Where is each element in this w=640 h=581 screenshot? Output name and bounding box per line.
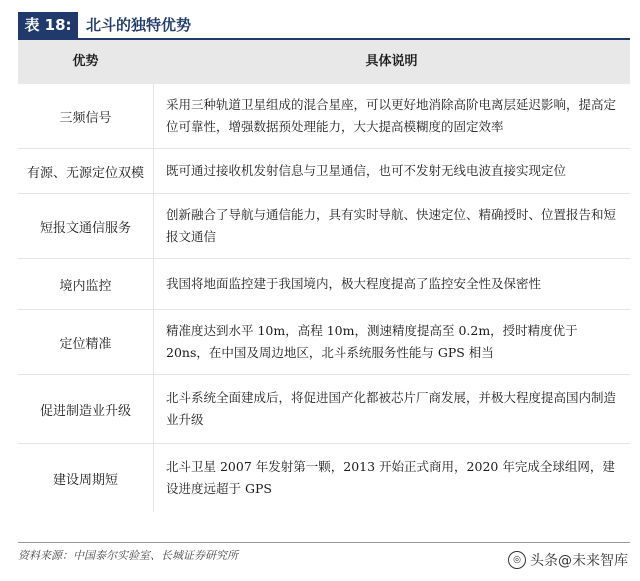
table-header-row: [18, 40, 630, 84]
header-description: 具体说明: [365, 54, 418, 69]
advantage-cell: 定位精准: [18, 310, 154, 374]
toutiao-logo-icon: ◎: [508, 551, 526, 569]
table-row: [18, 84, 630, 149]
table-title-bar: [18, 12, 630, 40]
description-cell: 北斗卫星 2007 年发射第一颗，2013 开始正式商用，2020 年完成全球组网，建设进度远超于 GPS: [166, 459, 615, 496]
table-row: [18, 149, 630, 194]
table-row: [18, 194, 630, 259]
description-cell: 北斗系统全面建成后，将促进国产化都被芯片厂商发展，并极大程度提高国内制造业升级: [166, 390, 617, 427]
header-advantage: 优势: [72, 54, 99, 69]
advantage-cell: 促进制造业升级: [18, 375, 154, 443]
watermark: [508, 550, 628, 570]
table-row: [18, 259, 630, 310]
description-cell: 我国将地面监控建于我国境内，极大程度提高了监控安全性及保密性: [166, 276, 542, 291]
table-row: [18, 375, 630, 444]
description-cell: 既可通过接收机发射信息与卫星通信，也可不发射无线电波直接实现定位: [166, 163, 567, 178]
table-title: 北斗的独特优势: [86, 16, 192, 34]
advantages-table: [18, 40, 630, 512]
advantage-cell: 短报文通信服务: [18, 194, 154, 258]
advantage-cell: 有源、无源定位双模: [18, 149, 154, 193]
advantage-cell: 建设周期短: [18, 444, 154, 512]
source-note: 资料来源：中国泰尔实验室、长城证券研究所: [18, 549, 238, 562]
watermark-text: 头条@未来智库: [530, 553, 628, 569]
bottom-divider: [18, 542, 630, 543]
advantage-cell: 境内监控: [18, 259, 154, 309]
description-cell: 精准度达到水平 10m，高程 10m，测速精度提高至 0.2m，授时精度优于 20ns，在中国及周边地区，北斗系统服务性能与 GPS 相当: [166, 323, 578, 360]
advantage-cell: 三频信号: [18, 84, 154, 148]
description-cell: 创新融合了导航与通信能力，具有实时导航、快速定位、精确授时、位置报告和短报文通信: [166, 207, 617, 244]
table-row: [18, 444, 630, 512]
table-row: [18, 310, 630, 375]
table-number-label: 表 18:: [18, 12, 78, 38]
description-cell: 采用三种轨道卫星组成的混合星座，可以更好地消除高阶电离层延迟影响，提高定位可靠性，增强数据预处理能力，大大提高模糊度的固定效率: [166, 97, 617, 134]
